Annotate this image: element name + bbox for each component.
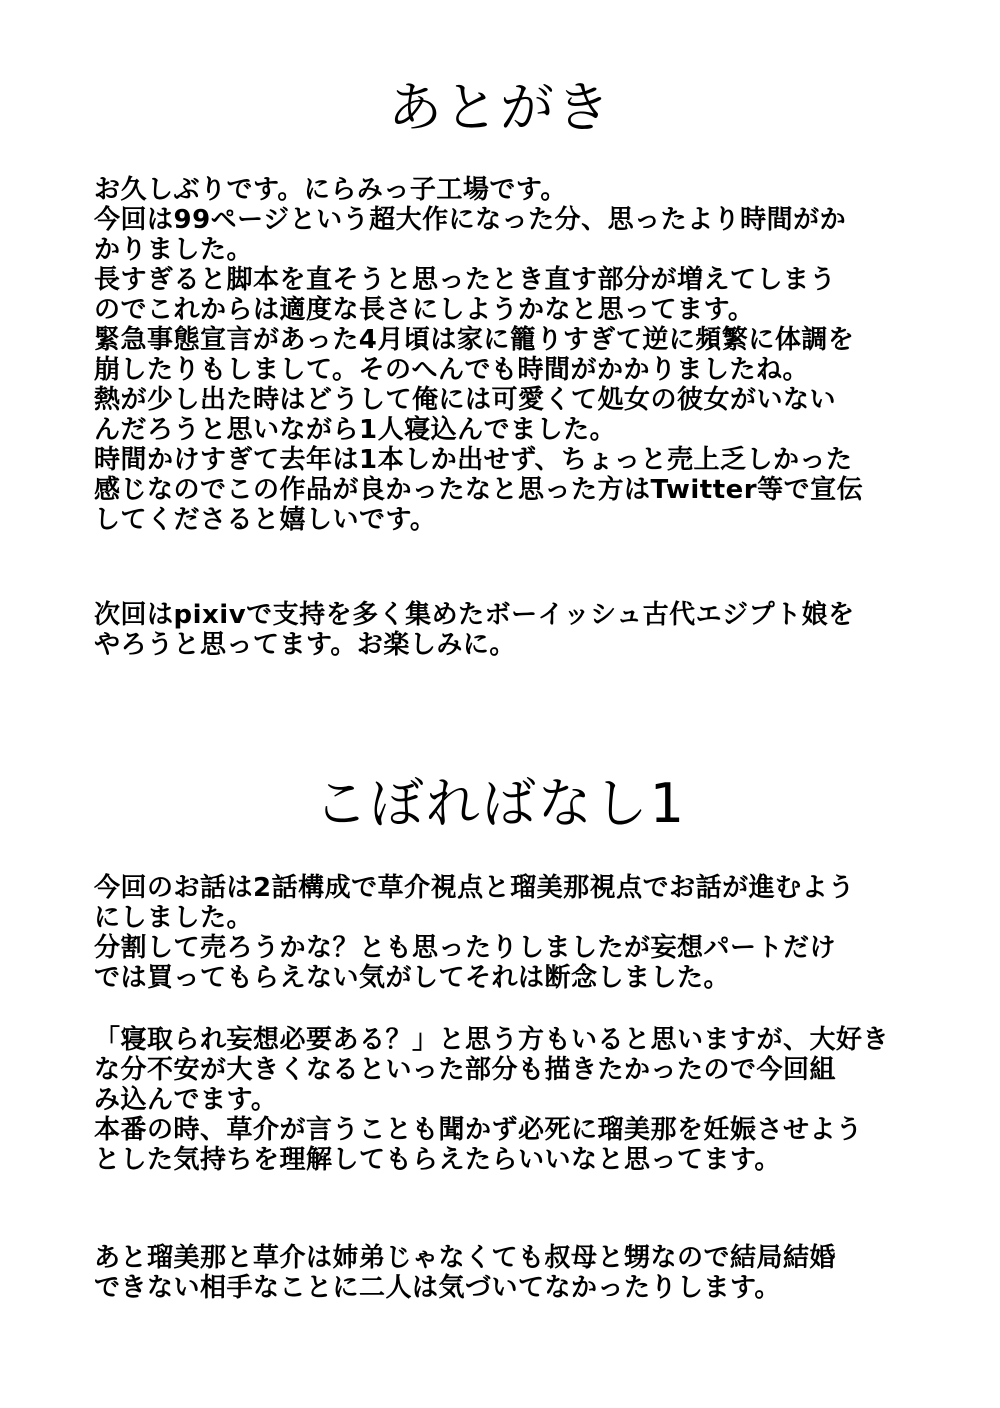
text-line: できない相手なことに二人は気づいてなかったりします。 [94,1273,781,1303]
extras-paragraph-1 [94,873,924,993]
text-line: 今回のお話は2話構成で草介視点と瑠美那視点でお話が進むよう [94,873,855,903]
text-line: かりました。 [94,235,254,265]
text-line: にしました。 [94,903,254,933]
text-line: やろうと思ってます。お楽しみに。 [94,630,516,660]
text-line: のでこれからは適度な長さにしようかなと思ってます。 [94,295,755,325]
afterword-paragraph-1 [94,175,924,535]
extras-paragraph-2 [94,1025,924,1175]
afterword-title: あとがき [388,76,612,139]
text-line: してくださると嬉しいです。 [94,505,437,535]
text-line: 次回はpixivで支持を多く集めたボーイッシュ古代エジプト娘を [94,600,855,630]
text-line: とした気持ちを理解してもらえたらいいなと思ってます。 [94,1145,781,1175]
text-line: では買ってもらえない気がしてそれは断念しました。 [94,963,731,993]
text-line: 今回は99ページという超大作になった分、思ったより時間がか [94,205,847,235]
text-line: お久しぶりです。にらみっ子工場です。 [94,175,567,205]
extras-title: こぼればなし1 [313,772,687,835]
text-line: な分不安が大きくなるといった部分も描きたかったので今回組 [94,1055,837,1085]
text-line: 崩したりもしまして。そのへんでも時間がかかりましたね。 [94,355,809,385]
text-line: 時間かけすぎて去年は1本しか出せず、ちょっと売上乏しかった [94,445,853,475]
text-line: んだろうと思いながら1人寝込んでました。 [94,415,617,445]
afterword-paragraph-2 [94,600,924,660]
text-line: 本番の時、草介が言うことも聞かず必死に瑠美那を妊娠させよう [94,1115,863,1145]
extras-paragraph-3 [94,1243,924,1303]
text-line: 長すぎると脚本を直そうと思ったとき直す部分が増えてしまう [94,265,837,295]
text-line: 分割して売ろうかな？とも思ったりしましたが妄想パートだけ [94,933,837,963]
text-line: 熱が少し出た時はどうして俺には可愛くて処女の彼女がいない [94,385,837,415]
text-line: 緊急事態宣言があった4月頃は家に籠りすぎて逆に頻繁に体調を [94,325,855,355]
text-line: あと瑠美那と草介は姉弟じゃなくても叔母と甥なので結局結婚 [94,1243,837,1273]
text-line: 「寝取られ妄想必要ある？」と思う方もいると思いますが、大好き [94,1025,890,1055]
text-line: 感じなのでこの作品が良かったなと思った方はTwitter等で宣伝 [94,475,864,505]
text-line: み込んでます。 [94,1085,278,1115]
